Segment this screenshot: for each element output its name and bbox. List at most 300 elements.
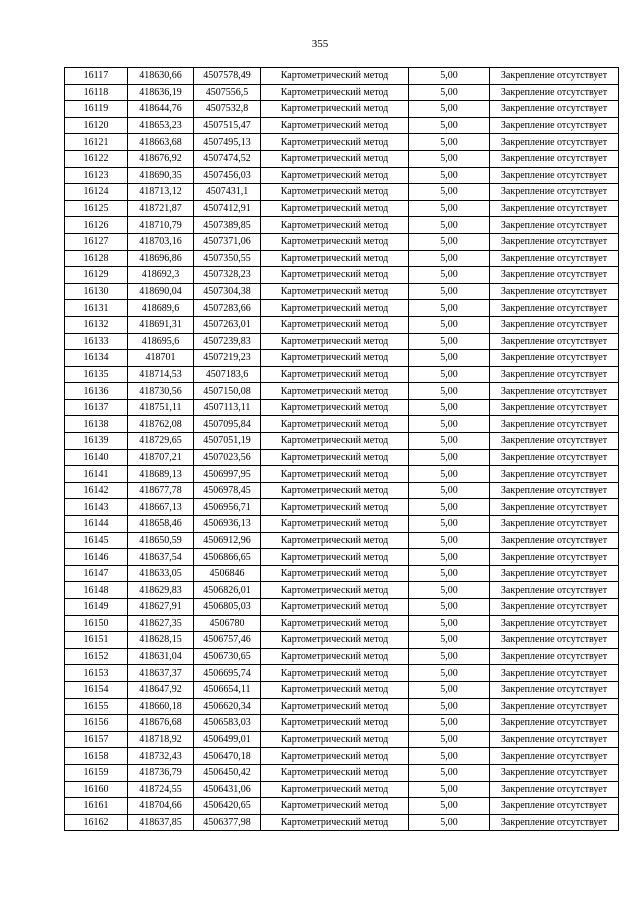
method-cell: Картометрический метод <box>261 681 409 698</box>
point-number-cell: 16136 <box>65 383 128 400</box>
accuracy-cell: 5,00 <box>409 233 490 250</box>
table-row <box>65 798 619 815</box>
point-number-cell: 16150 <box>65 615 128 632</box>
x-coordinate-cell: 418660,18 <box>128 698 194 715</box>
table-row <box>65 117 619 134</box>
x-coordinate-cell: 418718,92 <box>128 731 194 748</box>
y-coordinate-cell: 4506377,98 <box>194 814 261 831</box>
x-coordinate-cell: 418633,05 <box>128 565 194 582</box>
fixing-description-cell: Закрепление отсутствует <box>490 449 619 466</box>
point-number-cell: 16149 <box>65 599 128 616</box>
method-cell: Картометрический метод <box>261 150 409 167</box>
table-row <box>65 68 619 85</box>
table-row <box>65 731 619 748</box>
table-row <box>65 532 619 549</box>
table-row <box>65 333 619 350</box>
fixing-description-cell: Закрепление отсутствует <box>490 167 619 184</box>
accuracy-cell: 5,00 <box>409 599 490 616</box>
y-coordinate-cell: 4506420,65 <box>194 798 261 815</box>
accuracy-cell: 5,00 <box>409 134 490 151</box>
table-row <box>65 399 619 416</box>
fixing-description-cell: Закрепление отсутствует <box>490 599 619 616</box>
table-row <box>65 632 619 649</box>
point-number-cell: 16130 <box>65 283 128 300</box>
point-number-cell: 16147 <box>65 565 128 582</box>
table-row <box>65 549 619 566</box>
table-row <box>65 748 619 765</box>
method-cell: Картометрический метод <box>261 184 409 201</box>
x-coordinate-cell: 418732,43 <box>128 748 194 765</box>
method-cell: Картометрический метод <box>261 68 409 85</box>
method-cell: Картометрический метод <box>261 764 409 781</box>
method-cell: Картометрический метод <box>261 399 409 416</box>
x-coordinate-cell: 418692,3 <box>128 267 194 284</box>
x-coordinate-cell: 418710,79 <box>128 217 194 234</box>
method-cell: Картометрический метод <box>261 781 409 798</box>
accuracy-cell: 5,00 <box>409 316 490 333</box>
fixing-description-cell: Закрепление отсутствует <box>490 549 619 566</box>
table-row <box>65 466 619 483</box>
fixing-description-cell: Закрепление отсутствует <box>490 433 619 450</box>
x-coordinate-cell: 418721,87 <box>128 200 194 217</box>
accuracy-cell: 5,00 <box>409 648 490 665</box>
point-number-cell: 16158 <box>65 748 128 765</box>
fixing-description-cell: Закрепление отсутствует <box>490 715 619 732</box>
fixing-description-cell: Закрепление отсутствует <box>490 300 619 317</box>
y-coordinate-cell: 4507183,6 <box>194 366 261 383</box>
fixing-description-cell: Закрепление отсутствует <box>490 184 619 201</box>
fixing-description-cell: Закрепление отсутствует <box>490 532 619 549</box>
y-coordinate-cell: 4506620,34 <box>194 698 261 715</box>
method-cell: Картометрический метод <box>261 499 409 516</box>
method-cell: Картометрический метод <box>261 814 409 831</box>
fixing-description-cell: Закрепление отсутствует <box>490 350 619 367</box>
table-row <box>65 366 619 383</box>
table-row <box>65 350 619 367</box>
table-row <box>65 698 619 715</box>
y-coordinate-cell: 4507150,08 <box>194 383 261 400</box>
table-row <box>65 764 619 781</box>
table-row <box>65 665 619 682</box>
x-coordinate-cell: 418627,35 <box>128 615 194 632</box>
table-row <box>65 781 619 798</box>
x-coordinate-cell: 418637,37 <box>128 665 194 682</box>
method-cell: Картометрический метод <box>261 416 409 433</box>
fixing-description-cell: Закрепление отсутствует <box>490 648 619 665</box>
table-row <box>65 233 619 250</box>
fixing-description-cell: Закрепление отсутствует <box>490 383 619 400</box>
method-cell: Картометрический метод <box>261 731 409 748</box>
fixing-description-cell: Закрепление отсутствует <box>490 632 619 649</box>
point-number-cell: 16152 <box>65 648 128 665</box>
table-row <box>65 615 619 632</box>
table-row <box>65 250 619 267</box>
point-number-cell: 16133 <box>65 333 128 350</box>
table-row <box>65 433 619 450</box>
fixing-description-cell: Закрепление отсутствует <box>490 565 619 582</box>
x-coordinate-cell: 418736,79 <box>128 764 194 781</box>
fixing-description-cell: Закрепление отсутствует <box>490 399 619 416</box>
accuracy-cell: 5,00 <box>409 101 490 118</box>
y-coordinate-cell: 4507239,83 <box>194 333 261 350</box>
point-number-cell: 16138 <box>65 416 128 433</box>
method-cell: Картометрический метод <box>261 599 409 616</box>
fixing-description-cell: Закрепление отсутствует <box>490 117 619 134</box>
method-cell: Картометрический метод <box>261 167 409 184</box>
accuracy-cell: 5,00 <box>409 84 490 101</box>
x-coordinate-cell: 418751,11 <box>128 399 194 416</box>
point-number-cell: 16151 <box>65 632 128 649</box>
fixing-description-cell: Закрепление отсутствует <box>490 781 619 798</box>
method-cell: Картометрический метод <box>261 798 409 815</box>
table-row <box>65 599 619 616</box>
fixing-description-cell: Закрепление отсутствует <box>490 615 619 632</box>
method-cell: Картометрический метод <box>261 283 409 300</box>
fixing-description-cell: Закрепление отсутствует <box>490 68 619 85</box>
point-number-cell: 16129 <box>65 267 128 284</box>
fixing-description-cell: Закрепление отсутствует <box>490 267 619 284</box>
x-coordinate-cell: 418695,6 <box>128 333 194 350</box>
y-coordinate-cell: 4506450,42 <box>194 764 261 781</box>
fixing-description-cell: Закрепление отсутствует <box>490 250 619 267</box>
point-number-cell: 16139 <box>65 433 128 450</box>
table-row <box>65 715 619 732</box>
x-coordinate-cell: 418650,59 <box>128 532 194 549</box>
y-coordinate-cell: 4506470,18 <box>194 748 261 765</box>
y-coordinate-cell: 4507371,06 <box>194 233 261 250</box>
point-number-cell: 16123 <box>65 167 128 184</box>
method-cell: Картометрический метод <box>261 233 409 250</box>
x-coordinate-cell: 418696,86 <box>128 250 194 267</box>
fixing-description-cell: Закрепление отсутствует <box>490 466 619 483</box>
method-cell: Картометрический метод <box>261 350 409 367</box>
table-row <box>65 217 619 234</box>
x-coordinate-cell: 418762,08 <box>128 416 194 433</box>
accuracy-cell: 5,00 <box>409 466 490 483</box>
y-coordinate-cell: 4507328,23 <box>194 267 261 284</box>
table-row <box>65 383 619 400</box>
accuracy-cell: 5,00 <box>409 715 490 732</box>
method-cell: Картометрический метод <box>261 565 409 582</box>
point-number-cell: 16154 <box>65 681 128 698</box>
accuracy-cell: 5,00 <box>409 350 490 367</box>
table-row <box>65 300 619 317</box>
table-row <box>65 449 619 466</box>
method-cell: Картометрический метод <box>261 665 409 682</box>
table-row <box>65 648 619 665</box>
method-cell: Картометрический метод <box>261 117 409 134</box>
accuracy-cell: 5,00 <box>409 399 490 416</box>
x-coordinate-cell: 418690,04 <box>128 283 194 300</box>
accuracy-cell: 5,00 <box>409 383 490 400</box>
point-number-cell: 16125 <box>65 200 128 217</box>
fixing-description-cell: Закрепление отсутствует <box>490 748 619 765</box>
y-coordinate-cell: 4506936,13 <box>194 516 261 533</box>
y-coordinate-cell: 4507474,52 <box>194 150 261 167</box>
accuracy-cell: 5,00 <box>409 117 490 134</box>
accuracy-cell: 5,00 <box>409 549 490 566</box>
fixing-description-cell: Закрепление отсутствует <box>490 698 619 715</box>
x-coordinate-cell: 418676,92 <box>128 150 194 167</box>
point-number-cell: 16148 <box>65 582 128 599</box>
fixing-description-cell: Закрепление отсутствует <box>490 665 619 682</box>
accuracy-cell: 5,00 <box>409 764 490 781</box>
x-coordinate-cell: 418637,85 <box>128 814 194 831</box>
point-number-cell: 16157 <box>65 731 128 748</box>
point-number-cell: 16162 <box>65 814 128 831</box>
y-coordinate-cell: 4506583,03 <box>194 715 261 732</box>
x-coordinate-cell: 418629,83 <box>128 582 194 599</box>
y-coordinate-cell: 4507495,13 <box>194 134 261 151</box>
x-coordinate-cell: 418647,92 <box>128 681 194 698</box>
fixing-description-cell: Закрепление отсутствует <box>490 798 619 815</box>
point-number-cell: 16118 <box>65 84 128 101</box>
y-coordinate-cell: 4507412,91 <box>194 200 261 217</box>
accuracy-cell: 5,00 <box>409 582 490 599</box>
method-cell: Картометрический метод <box>261 316 409 333</box>
point-number-cell: 16155 <box>65 698 128 715</box>
y-coordinate-cell: 4506431,06 <box>194 781 261 798</box>
point-number-cell: 16156 <box>65 715 128 732</box>
y-coordinate-cell: 4506695,74 <box>194 665 261 682</box>
coordinates-table <box>64 67 619 831</box>
x-coordinate-cell: 418677,78 <box>128 482 194 499</box>
fixing-description-cell: Закрепление отсутствует <box>490 217 619 234</box>
x-coordinate-cell: 418653,23 <box>128 117 194 134</box>
accuracy-cell: 5,00 <box>409 781 490 798</box>
y-coordinate-cell: 4507389,85 <box>194 217 261 234</box>
fixing-description-cell: Закрепление отсутствует <box>490 482 619 499</box>
y-coordinate-cell: 4506780 <box>194 615 261 632</box>
method-cell: Картометрический метод <box>261 84 409 101</box>
y-coordinate-cell: 4506978,45 <box>194 482 261 499</box>
accuracy-cell: 5,00 <box>409 200 490 217</box>
x-coordinate-cell: 418704,66 <box>128 798 194 815</box>
fixing-description-cell: Закрепление отсутствует <box>490 150 619 167</box>
accuracy-cell: 5,00 <box>409 632 490 649</box>
method-cell: Картометрический метод <box>261 250 409 267</box>
fixing-description-cell: Закрепление отсутствует <box>490 200 619 217</box>
accuracy-cell: 5,00 <box>409 665 490 682</box>
method-cell: Картометрический метод <box>261 482 409 499</box>
method-cell: Картометрический метод <box>261 366 409 383</box>
fixing-description-cell: Закрепление отсутствует <box>490 764 619 781</box>
accuracy-cell: 5,00 <box>409 333 490 350</box>
point-number-cell: 16126 <box>65 217 128 234</box>
method-cell: Картометрический метод <box>261 632 409 649</box>
method-cell: Картометрический метод <box>261 698 409 715</box>
x-coordinate-cell: 418637,54 <box>128 549 194 566</box>
y-coordinate-cell: 4507431,1 <box>194 184 261 201</box>
fixing-description-cell: Закрепление отсутствует <box>490 283 619 300</box>
y-coordinate-cell: 4507095,84 <box>194 416 261 433</box>
point-number-cell: 16128 <box>65 250 128 267</box>
y-coordinate-cell: 4506866,65 <box>194 549 261 566</box>
table-row <box>65 184 619 201</box>
accuracy-cell: 5,00 <box>409 449 490 466</box>
accuracy-cell: 5,00 <box>409 482 490 499</box>
x-coordinate-cell: 418663,68 <box>128 134 194 151</box>
table-row <box>65 565 619 582</box>
point-number-cell: 16161 <box>65 798 128 815</box>
fixing-description-cell: Закрепление отсутствует <box>490 366 619 383</box>
accuracy-cell: 5,00 <box>409 798 490 815</box>
fixing-description-cell: Закрепление отсутствует <box>490 814 619 831</box>
point-number-cell: 16122 <box>65 150 128 167</box>
accuracy-cell: 5,00 <box>409 565 490 582</box>
x-coordinate-cell: 418667,13 <box>128 499 194 516</box>
point-number-cell: 16160 <box>65 781 128 798</box>
table-row <box>65 101 619 118</box>
fixing-description-cell: Закрепление отсутствует <box>490 101 619 118</box>
point-number-cell: 16127 <box>65 233 128 250</box>
fixing-description-cell: Закрепление отсутствует <box>490 582 619 599</box>
method-cell: Картометрический метод <box>261 134 409 151</box>
x-coordinate-cell: 418658,46 <box>128 516 194 533</box>
x-coordinate-cell: 418628,15 <box>128 632 194 649</box>
point-number-cell: 16146 <box>65 549 128 566</box>
accuracy-cell: 5,00 <box>409 615 490 632</box>
accuracy-cell: 5,00 <box>409 68 490 85</box>
method-cell: Картометрический метод <box>261 582 409 599</box>
point-number-cell: 16117 <box>65 68 128 85</box>
accuracy-cell: 5,00 <box>409 748 490 765</box>
x-coordinate-cell: 418630,66 <box>128 68 194 85</box>
accuracy-cell: 5,00 <box>409 283 490 300</box>
y-coordinate-cell: 4506805,03 <box>194 599 261 616</box>
x-coordinate-cell: 418631,04 <box>128 648 194 665</box>
accuracy-cell: 5,00 <box>409 416 490 433</box>
method-cell: Картометрический метод <box>261 449 409 466</box>
table-row <box>65 200 619 217</box>
method-cell: Картометрический метод <box>261 333 409 350</box>
y-coordinate-cell: 4507113,11 <box>194 399 261 416</box>
x-coordinate-cell: 418636,19 <box>128 84 194 101</box>
x-coordinate-cell: 418689,6 <box>128 300 194 317</box>
fixing-description-cell: Закрепление отсутствует <box>490 499 619 516</box>
table-row <box>65 134 619 151</box>
x-coordinate-cell: 418703,16 <box>128 233 194 250</box>
table-row <box>65 84 619 101</box>
y-coordinate-cell: 4507304,38 <box>194 283 261 300</box>
page-number: 355 <box>311 38 329 50</box>
y-coordinate-cell: 4507556,5 <box>194 84 261 101</box>
point-number-cell: 16144 <box>65 516 128 533</box>
point-number-cell: 16143 <box>65 499 128 516</box>
x-coordinate-cell: 418644,76 <box>128 101 194 118</box>
point-number-cell: 16153 <box>65 665 128 682</box>
point-number-cell: 16120 <box>65 117 128 134</box>
y-coordinate-cell: 4506757,46 <box>194 632 261 649</box>
y-coordinate-cell: 4506997,95 <box>194 466 261 483</box>
y-coordinate-cell: 4506912,96 <box>194 532 261 549</box>
point-number-cell: 16137 <box>65 399 128 416</box>
method-cell: Картометрический метод <box>261 466 409 483</box>
table-row <box>65 416 619 433</box>
accuracy-cell: 5,00 <box>409 267 490 284</box>
fixing-description-cell: Закрепление отсутствует <box>490 731 619 748</box>
point-number-cell: 16142 <box>65 482 128 499</box>
table-row <box>65 150 619 167</box>
fixing-description-cell: Закрепление отсутствует <box>490 681 619 698</box>
y-coordinate-cell: 4507515,47 <box>194 117 261 134</box>
x-coordinate-cell: 418714,53 <box>128 366 194 383</box>
point-number-cell: 16134 <box>65 350 128 367</box>
x-coordinate-cell: 418676,68 <box>128 715 194 732</box>
accuracy-cell: 5,00 <box>409 184 490 201</box>
x-coordinate-cell: 418729,65 <box>128 433 194 450</box>
y-coordinate-cell: 4507051,19 <box>194 433 261 450</box>
table-row <box>65 582 619 599</box>
accuracy-cell: 5,00 <box>409 250 490 267</box>
accuracy-cell: 5,00 <box>409 217 490 234</box>
y-coordinate-cell: 4507578,49 <box>194 68 261 85</box>
y-coordinate-cell: 4507532,8 <box>194 101 261 118</box>
y-coordinate-cell: 4507219,23 <box>194 350 261 367</box>
x-coordinate-cell: 418690,35 <box>128 167 194 184</box>
fixing-description-cell: Закрепление отсутствует <box>490 134 619 151</box>
method-cell: Картометрический метод <box>261 715 409 732</box>
method-cell: Картометрический метод <box>261 748 409 765</box>
table-row <box>65 167 619 184</box>
y-coordinate-cell: 4506654,11 <box>194 681 261 698</box>
accuracy-cell: 5,00 <box>409 499 490 516</box>
method-cell: Картометрический метод <box>261 516 409 533</box>
accuracy-cell: 5,00 <box>409 300 490 317</box>
table-row <box>65 482 619 499</box>
table-row <box>65 516 619 533</box>
method-cell: Картометрический метод <box>261 433 409 450</box>
accuracy-cell: 5,00 <box>409 366 490 383</box>
y-coordinate-cell: 4507263,01 <box>194 316 261 333</box>
table-body <box>65 68 619 831</box>
x-coordinate-cell: 418689,13 <box>128 466 194 483</box>
table-row <box>65 283 619 300</box>
y-coordinate-cell: 4506956,71 <box>194 499 261 516</box>
x-coordinate-cell: 418627,91 <box>128 599 194 616</box>
point-number-cell: 16159 <box>65 764 128 781</box>
table-row <box>65 681 619 698</box>
fixing-description-cell: Закрепление отсутствует <box>490 233 619 250</box>
table-row <box>65 267 619 284</box>
fixing-description-cell: Закрепление отсутствует <box>490 316 619 333</box>
table-row <box>65 499 619 516</box>
point-number-cell: 16121 <box>65 134 128 151</box>
point-number-cell: 16145 <box>65 532 128 549</box>
accuracy-cell: 5,00 <box>409 433 490 450</box>
table-row <box>65 316 619 333</box>
method-cell: Картометрический метод <box>261 383 409 400</box>
y-coordinate-cell: 4506826,01 <box>194 582 261 599</box>
accuracy-cell: 5,00 <box>409 698 490 715</box>
point-number-cell: 16135 <box>65 366 128 383</box>
x-coordinate-cell: 418730,56 <box>128 383 194 400</box>
y-coordinate-cell: 4506846 <box>194 565 261 582</box>
fixing-description-cell: Закрепление отсутствует <box>490 333 619 350</box>
accuracy-cell: 5,00 <box>409 150 490 167</box>
y-coordinate-cell: 4507350,55 <box>194 250 261 267</box>
accuracy-cell: 5,00 <box>409 731 490 748</box>
x-coordinate-cell: 418707,21 <box>128 449 194 466</box>
point-number-cell: 16119 <box>65 101 128 118</box>
y-coordinate-cell: 4507283,66 <box>194 300 261 317</box>
fixing-description-cell: Закрепление отсутствует <box>490 84 619 101</box>
accuracy-cell: 5,00 <box>409 532 490 549</box>
method-cell: Картометрический метод <box>261 267 409 284</box>
x-coordinate-cell: 418701 <box>128 350 194 367</box>
method-cell: Картометрический метод <box>261 615 409 632</box>
x-coordinate-cell: 418691,31 <box>128 316 194 333</box>
